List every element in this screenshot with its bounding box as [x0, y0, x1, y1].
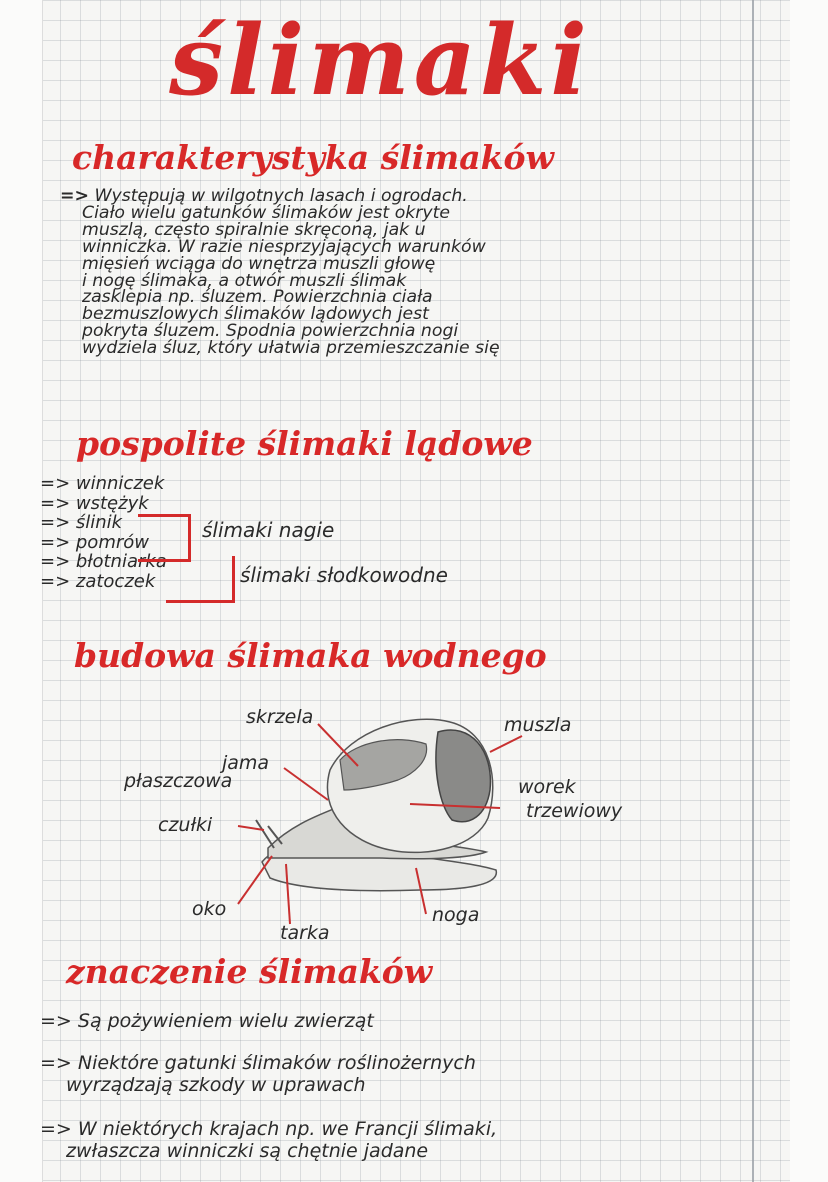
list-item: => zatoczek	[40, 570, 156, 592]
importance-line: zwłaszcza winniczki są chętnie jadane	[66, 1140, 429, 1162]
label-sac-1: worek	[518, 776, 576, 798]
importance-item	[40, 1118, 497, 1162]
leader-eye	[238, 856, 272, 904]
page-title: ślimaki	[169, 4, 591, 117]
list-item: => błotniarka	[40, 551, 167, 572]
arrow-icon: =>	[60, 186, 89, 206]
heading-importance: znaczenie ślimaków	[66, 952, 433, 991]
label-foot: noga	[432, 904, 480, 926]
paragraph-line: bezmuszlowych ślimaków lądowych jest	[82, 304, 429, 325]
label-cavity-2: płaszczowa	[124, 770, 233, 792]
heading-water-snail-anatomy: budowa ślimaka wodnego	[74, 636, 547, 675]
leader-cavity	[284, 768, 328, 800]
paragraph-line: i nogę ślimaka, a otwór muszli ślimak	[82, 270, 407, 291]
label-gill: skrzela	[246, 706, 314, 728]
importance-line: => Niektóre gatunki ślimaków roślinożernych	[40, 1052, 476, 1074]
importance-line: => Są pożywieniem wielu zwierząt	[40, 1010, 374, 1032]
importance-line: => W niektórych krajach np. we Francji ślimaki,	[40, 1118, 498, 1140]
paragraph-line: mięsień wciąga do wnętrza muszli głowę	[82, 253, 436, 274]
snail-shell-shape	[327, 719, 492, 852]
paragraph-line: muszlą, często spiralnie skręconą, jak u	[82, 219, 426, 240]
paragraph-line: Ciało wielu gatunków ślimaków jest okryte	[82, 202, 451, 223]
paragraph-line: zasklepia np. śluzem. Powierzchnia ciała	[82, 287, 433, 308]
label-radula: tarka	[280, 922, 330, 944]
label-shell: muszla	[504, 714, 572, 736]
heading-land-snails: pospolite ślimaki lądowe	[76, 424, 533, 463]
list-item: => wstężyk	[40, 492, 149, 514]
label-eye: oko	[192, 898, 227, 920]
group-label-freshwater: ślimaki słodkowodne	[240, 563, 448, 587]
list-item: => pomrów	[40, 531, 149, 553]
label-tentacles: czułki	[158, 814, 213, 836]
paragraph-line: winniczka. W razie niesprzyjających warunków	[82, 236, 486, 257]
paragraph-line: wydziela śluz, który ułatwia przemieszczanie się	[82, 338, 500, 359]
label-cavity-1: jama	[222, 752, 270, 774]
leader-shell	[490, 736, 522, 752]
list-item: => winniczek	[40, 473, 165, 494]
importance-item	[40, 1052, 476, 1096]
group-label-naked: ślimaki nagie	[202, 518, 335, 542]
importance-item	[40, 1010, 374, 1032]
label-sac-2: trzewiowy	[526, 800, 623, 822]
heading-characteristics: charakterystyka ślimaków	[72, 138, 554, 177]
paragraph-line: pokryta śluzem. Spodnia powierzchnia nogi	[82, 321, 459, 342]
list-item: => ślinik	[40, 512, 123, 533]
importance-line: wyrządzają szkody w uprawach	[66, 1074, 366, 1096]
paragraph-line: => Występują w wilgotnych lasach i ogrodach.	[60, 186, 468, 206]
